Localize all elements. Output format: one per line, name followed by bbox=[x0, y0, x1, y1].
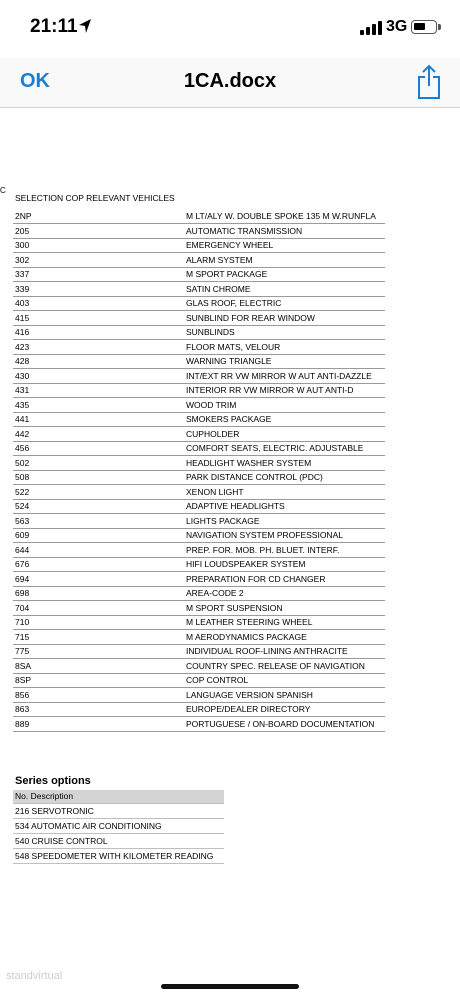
home-indicator[interactable] bbox=[161, 984, 299, 989]
option-code: 339 bbox=[13, 282, 184, 297]
option-description: M LT/ALY W. DOUBLE SPOKE 135 M W.RUNFLA bbox=[184, 209, 385, 224]
option-description: WOOD TRIM bbox=[184, 398, 385, 413]
option-code: 508 bbox=[13, 470, 184, 485]
option-code: 456 bbox=[13, 441, 184, 456]
option-description: EMERGENCY WHEEL bbox=[184, 238, 385, 253]
table-row bbox=[13, 630, 385, 645]
option-description: LANGUAGE VERSION SPANISH bbox=[184, 688, 385, 703]
option-code: 715 bbox=[13, 630, 184, 645]
option-description: AREA-CODE 2 bbox=[184, 586, 385, 601]
network-type: 3G bbox=[386, 18, 408, 35]
watermark: standvirtual bbox=[6, 970, 63, 982]
option-code: 403 bbox=[13, 296, 184, 311]
table-row bbox=[13, 441, 385, 456]
table-row bbox=[13, 615, 385, 630]
series-option: 548 SPEEDOMETER WITH KILOMETER READING bbox=[13, 848, 224, 863]
table-row bbox=[13, 253, 385, 268]
option-code: 889 bbox=[13, 717, 184, 732]
option-description: PORTUGUESE / ON-BOARD DOCUMENTATION bbox=[184, 717, 385, 732]
option-description: COMFORT SEATS, ELECTRIC. ADJUSTABLE bbox=[184, 441, 385, 456]
option-code: 428 bbox=[13, 354, 184, 369]
option-description: LIGHTS PACKAGE bbox=[184, 514, 385, 529]
option-description: PARK DISTANCE CONTROL (PDC) bbox=[184, 470, 385, 485]
option-code: 863 bbox=[13, 702, 184, 717]
option-code: 435 bbox=[13, 398, 184, 413]
table-row bbox=[13, 586, 385, 601]
series-option: 534 AUTOMATIC AIR CONDITIONING bbox=[13, 818, 224, 833]
table-row bbox=[13, 659, 385, 674]
table-row bbox=[13, 383, 385, 398]
option-code: 337 bbox=[13, 267, 184, 282]
option-code: 775 bbox=[13, 644, 184, 659]
table-row bbox=[13, 717, 385, 732]
option-description: AUTOMATIC TRANSMISSION bbox=[184, 224, 385, 239]
option-code: 8SA bbox=[13, 659, 184, 674]
option-code: 704 bbox=[13, 601, 184, 616]
table-row bbox=[13, 209, 385, 224]
option-description: CUPHOLDER bbox=[184, 427, 385, 442]
table-row bbox=[13, 818, 224, 833]
table-row bbox=[13, 833, 224, 848]
option-description: ALARM SYSTEM bbox=[184, 253, 385, 268]
table-row bbox=[13, 412, 385, 427]
option-description: INDIVIDUAL ROOF-LINING ANTHRACITE bbox=[184, 644, 385, 659]
table-row bbox=[13, 282, 385, 297]
option-description: INT/EXT RR VW MIRROR W AUT ANTI-DAZZLE bbox=[184, 369, 385, 384]
option-description: EUROPE/DEALER DIRECTORY bbox=[184, 702, 385, 717]
option-description: M LEATHER STEERING WHEEL bbox=[184, 615, 385, 630]
option-description: GLAS ROOF, ELECTRIC bbox=[184, 296, 385, 311]
table-row bbox=[13, 427, 385, 442]
table-row bbox=[13, 311, 385, 326]
table-row bbox=[13, 398, 385, 413]
table-row bbox=[13, 848, 224, 863]
option-code: 644 bbox=[13, 543, 184, 558]
option-code: 698 bbox=[13, 586, 184, 601]
option-code: 416 bbox=[13, 325, 184, 340]
option-description: SATIN CHROME bbox=[184, 282, 385, 297]
option-description: NAVIGATION SYSTEM PROFESSIONAL bbox=[184, 528, 385, 543]
option-description: HEADLIGHT WASHER SYSTEM bbox=[184, 456, 385, 471]
table-row bbox=[13, 224, 385, 239]
option-code: 423 bbox=[13, 340, 184, 355]
option-code: 441 bbox=[13, 412, 184, 427]
option-code: 524 bbox=[13, 499, 184, 514]
table-row bbox=[13, 238, 385, 253]
table-row bbox=[13, 557, 385, 572]
option-code: 8SP bbox=[13, 673, 184, 688]
option-description: ADAPTIVE HEADLIGHTS bbox=[184, 499, 385, 514]
document-view[interactable] bbox=[0, 109, 460, 998]
table-row bbox=[13, 470, 385, 485]
option-code: 442 bbox=[13, 427, 184, 442]
option-code: 430 bbox=[13, 369, 184, 384]
option-code: 502 bbox=[13, 456, 184, 471]
signal-icon bbox=[360, 21, 382, 35]
table-row bbox=[13, 340, 385, 355]
series-options-table bbox=[13, 790, 224, 864]
clipped-text: C bbox=[0, 186, 6, 195]
option-code: 522 bbox=[13, 485, 184, 500]
table-row bbox=[13, 325, 385, 340]
table-row bbox=[13, 514, 385, 529]
option-code: 2NP bbox=[13, 209, 184, 224]
option-description: INTERIOR RR VW MIRROR W AUT ANTI-D bbox=[184, 383, 385, 398]
table-row bbox=[13, 369, 385, 384]
option-description: M AERODYNAMICS PACKAGE bbox=[184, 630, 385, 645]
option-description: FLOOR MATS, VELOUR bbox=[184, 340, 385, 355]
option-description: HIFI LOUDSPEAKER SYSTEM bbox=[184, 557, 385, 572]
option-description: M SPORT SUSPENSION bbox=[184, 601, 385, 616]
option-description: SMOKERS PACKAGE bbox=[184, 412, 385, 427]
option-description: SUNBLINDS bbox=[184, 325, 385, 340]
table-row bbox=[13, 499, 385, 514]
option-code: 205 bbox=[13, 224, 184, 239]
table-row bbox=[13, 601, 385, 616]
table-row bbox=[13, 572, 385, 587]
option-code: 856 bbox=[13, 688, 184, 703]
option-description: M SPORT PACKAGE bbox=[184, 267, 385, 282]
battery-icon bbox=[411, 20, 437, 34]
option-code: 609 bbox=[13, 528, 184, 543]
option-code: 415 bbox=[13, 311, 184, 326]
location-arrow-icon bbox=[78, 18, 92, 34]
option-code: 694 bbox=[13, 572, 184, 587]
table-row bbox=[13, 644, 385, 659]
table-row bbox=[13, 528, 385, 543]
table-row bbox=[13, 702, 385, 717]
option-code: 302 bbox=[13, 253, 184, 268]
table-row bbox=[13, 543, 385, 558]
table-row bbox=[13, 354, 385, 369]
ok-button[interactable]: OK bbox=[20, 70, 50, 92]
battery-cap bbox=[438, 24, 441, 30]
option-code: 563 bbox=[13, 514, 184, 529]
series-options-heading: Series options bbox=[15, 775, 91, 787]
option-description: SUNBLIND FOR REAR WINDOW bbox=[184, 311, 385, 326]
option-description: WARNING TRIANGLE bbox=[184, 354, 385, 369]
share-icon[interactable] bbox=[416, 64, 442, 100]
series-option: 216 SERVOTRONIC bbox=[13, 803, 224, 818]
status-bar bbox=[0, 0, 460, 58]
table-row bbox=[13, 485, 385, 500]
option-description: PREPARATION FOR CD CHANGER bbox=[184, 572, 385, 587]
table-row bbox=[13, 673, 385, 688]
option-description: XENON LIGHT bbox=[184, 485, 385, 500]
option-code: 710 bbox=[13, 615, 184, 630]
series-header: No. Description bbox=[13, 790, 224, 803]
option-code: 300 bbox=[13, 238, 184, 253]
option-description: PREP. FOR. MOB. PH. BLUET. INTERF. bbox=[184, 543, 385, 558]
options-table bbox=[13, 209, 385, 732]
table-row bbox=[13, 456, 385, 471]
table-row bbox=[13, 267, 385, 282]
option-description: COP CONTROL bbox=[184, 673, 385, 688]
document-title: 1CA.docx bbox=[183, 70, 277, 92]
table-row bbox=[13, 688, 385, 703]
option-description: COUNTRY SPEC. RELEASE OF NAVIGATION bbox=[184, 659, 385, 674]
option-code: 676 bbox=[13, 557, 184, 572]
table-row bbox=[13, 296, 385, 311]
option-code: 431 bbox=[13, 383, 184, 398]
series-header-row bbox=[13, 790, 224, 803]
nav-bar bbox=[0, 58, 460, 108]
table-row bbox=[13, 803, 224, 818]
selection-title: SELECTION COP RELEVANT VEHICLES bbox=[15, 193, 175, 203]
series-option: 540 CRUISE CONTROL bbox=[13, 833, 224, 848]
status-time: 21:11 bbox=[30, 16, 78, 37]
